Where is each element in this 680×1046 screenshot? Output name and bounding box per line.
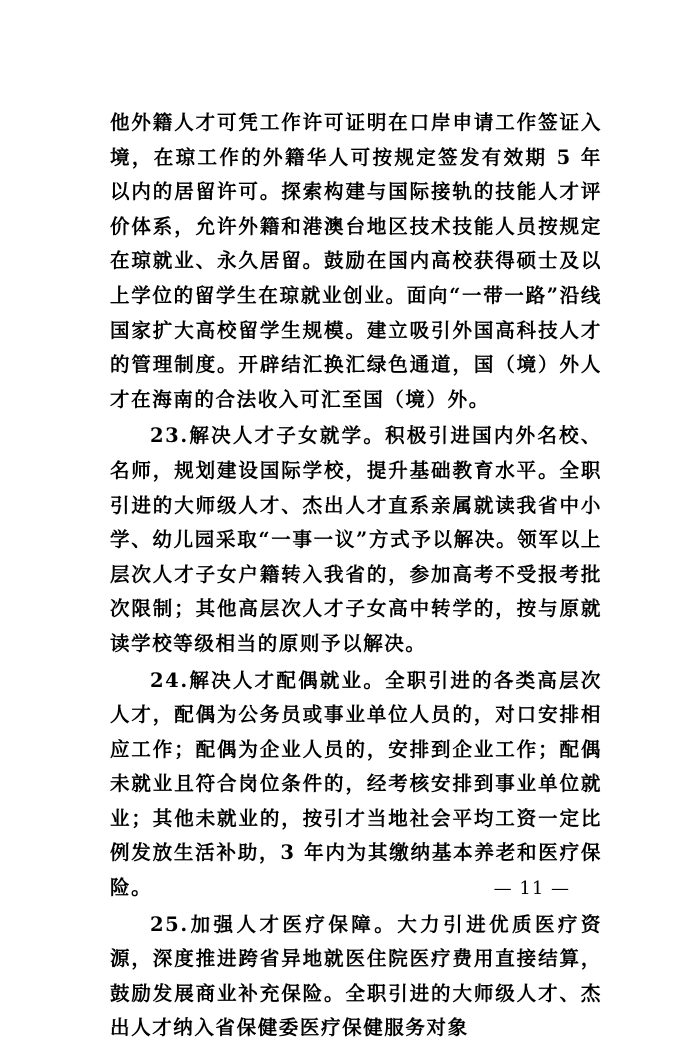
paragraph-25: 25.加强人才医疗保障。大力引进优质医疗资源，深度推进跨省异地就医住院医疗费用直接结算，鼓励发展商业补充保险。全职引进的大师级人才、杰出人才纳入省保健委医疗保健服务对象 bbox=[110, 912, 602, 1040]
page-number: — 11 — bbox=[493, 878, 570, 899]
paragraph-24: 24.解决人才配偶就业。全职引进的各类高层次人才，配偶为公务员或事业单位人员的，对口安排相应工作；配偶为企业人员的，安排到企业工作；配偶未就业且符合岗位条件的，经考核安排到事业单位就业；其他未就业的，按引才当地社会平均工资一定比例发放生活补助，3 年内为其缴纳基本养老和医疗保险。 bbox=[110, 668, 602, 900]
body-text bbox=[110, 106, 602, 1046]
paragraph-23: 23.解决人才子女就学。积极引进国内外名校、名师，规划建设国际学校，提升基础教育水平。全职引进的大师级人才、杰出人才直系亲属就读我省中小学、幼儿园采取“一事一议”方式予以解决。领军以上层次人才子女户籍转入我省的，参加高考不受报考批次限制；其他高层次人才子女高中转学的，按与原就读学校等级相当的原则予以解决。 bbox=[110, 424, 602, 655]
paragraph-continuation: 他外籍人才可凭工作许可证明在口岸申请工作签证入境，在琼工作的外籍华人可按规定签发有效期 5 年以内的居留许可。探索构建与国际接轨的技能人才评价体系，允许外籍和港澳台地区技术技能人员按规定在琼就业、永久居留。鼓励在国内高校获得硕士及以上学位的留学生在琼就业创业。面向“一带一路”沿线国家扩大高校留学生规模。建立吸引外国高科技人才的管理制度。开辟结汇换汇绿色通道，国（境）外人才在海南的合法收入可汇至国（境）外。 bbox=[110, 111, 602, 411]
